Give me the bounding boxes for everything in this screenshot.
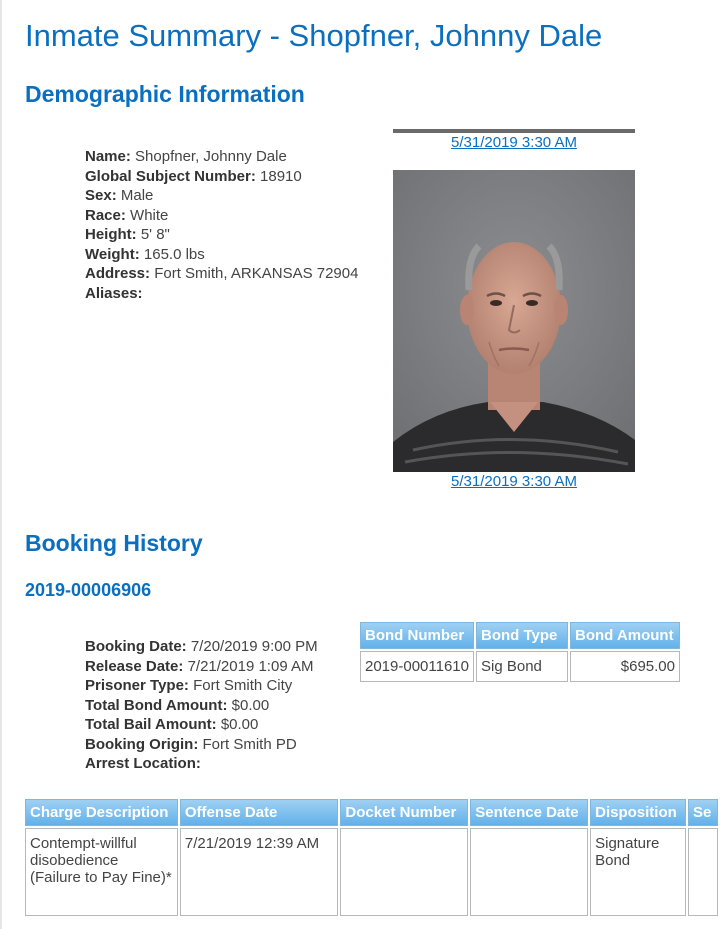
global-subject-number-row [85,167,358,187]
demographic-info [85,147,358,303]
height-row [85,225,358,245]
sentence-date-cell [470,828,588,916]
bond-table-header-row [360,622,680,649]
booking-info [85,637,318,774]
bond-amount-cell: $695.00 [570,651,680,682]
field-label: Aliases: [85,284,143,302]
field-label: Weight: [85,245,140,263]
photo-date-link[interactable]: 5/31/2019 3:30 AM [451,134,577,151]
field-value: Fort Smith, ARKANSAS 72904 [154,265,359,282]
bond-type-cell: Sig Bond [476,651,568,682]
weight-row [85,245,358,265]
field-label: Total Bail Amount: [85,716,217,733]
bond-number-cell: 2019-00011610 [360,651,474,682]
total-bail-amount-row [85,715,318,735]
field-label: Height: [85,226,137,243]
sentence-cell [688,828,718,916]
sex-row [85,186,358,206]
mugshot-image [393,170,635,472]
field-value: 7/20/2019 9:00 PM [190,638,318,655]
booking-history-heading: Booking History [25,530,203,556]
field-label: Prisoner Type: [85,677,189,694]
bond-table [358,620,682,684]
photo-date-link[interactable]: 5/31/2019 3:30 AM [451,473,577,490]
previous-photo-thumbnail[interactable] [393,129,635,133]
field-label: Booking Date: [85,638,187,655]
field-value: Fort Smith City [193,677,293,694]
aliases-row [85,284,358,304]
field-label: Arrest Location: [85,755,201,772]
charge-description-cell: Contempt-willful disobedience (Failure to Pay Fine)* [25,828,178,916]
prisoner-type-row [85,676,318,696]
arrest-location-row [85,754,318,774]
disposition-header[interactable]: Disposition [590,799,686,826]
booking-number: 2019-00006906 [25,580,152,600]
docket-number-cell [340,828,468,916]
table-row [360,651,680,682]
field-value: $0.00 [220,716,259,733]
field-label: Global Subject Number: [85,167,256,185]
page-title: Inmate Summary - Shopfner, Johnny Dale [25,18,603,53]
field-value: $0.00 [231,696,270,714]
table-row [25,828,718,916]
field-label: Total Bond Amount: [85,696,228,714]
name-row [85,147,358,167]
field-label: Name: [85,148,131,165]
demographic-heading: Demographic Information [25,81,305,107]
charges-table [23,797,720,918]
field-value: 5' 8" [140,226,170,243]
field-label: Address: [85,265,151,282]
field-value: 7/21/2019 1:09 AM [187,657,314,675]
booking-origin-row [85,735,318,755]
field-value: 18910 [260,167,302,185]
mugshot-photo[interactable] [393,170,635,472]
offense-date-cell: 7/21/2019 12:39 AM [180,828,339,916]
field-value: White [130,206,169,224]
booking-date-row [85,637,318,657]
total-bond-amount-row [85,696,318,716]
docket-number-header[interactable]: Docket Number [340,799,468,826]
field-label: Release Date: [85,657,184,675]
field-value: Male [120,187,154,204]
field-value: Shopfner, Johnny Dale [135,148,287,165]
race-row [85,206,358,226]
field-value: Fort Smith PD [202,735,297,753]
bond-number-header[interactable]: Bond Number [360,622,474,649]
disposition-cell: Signature Bond [590,828,686,916]
sentence-date-header[interactable]: Sentence Date [470,799,588,826]
charge-description-header[interactable]: Charge Description [25,799,178,826]
address-row [85,264,358,284]
field-value: 165.0 lbs [143,245,205,263]
field-label: Booking Origin: [85,735,199,753]
offense-date-header[interactable]: Offense Date [180,799,339,826]
page-left-border [0,0,2,929]
bond-amount-header[interactable]: Bond Amount [570,622,680,649]
field-label: Race: [85,206,126,224]
charges-table-header-row [25,799,718,826]
release-date-row [85,657,318,677]
field-label: Sex: [85,187,117,204]
sentence-header-truncated[interactable]: Se [688,799,718,826]
bond-type-header[interactable]: Bond Type [476,622,568,649]
